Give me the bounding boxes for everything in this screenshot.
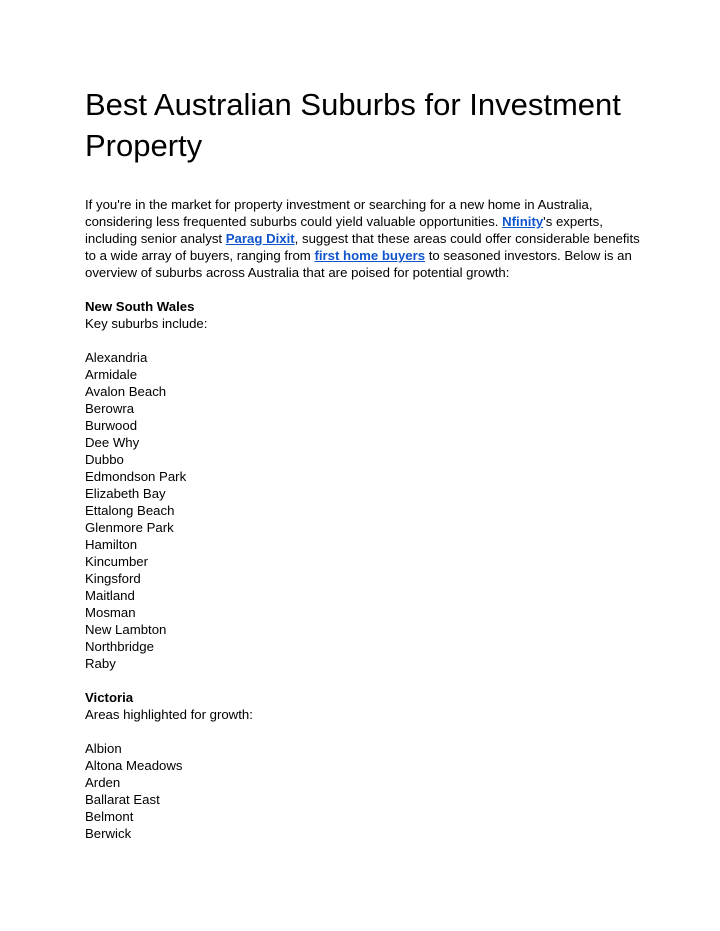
list-item: Kincumber [85, 554, 149, 569]
list-item: Berwick [85, 826, 132, 841]
intro-text-2: 's experts, including senior analyst [85, 214, 603, 246]
section-heading: New South Wales [85, 299, 195, 314]
list-item: Elizabeth Bay [85, 486, 166, 501]
list-item: Ballarat East [85, 792, 160, 807]
intro-text-4: to seasoned investors. Below is an overview of suburbs across Australia that are poised for potential growth: [85, 248, 632, 280]
list-item: Altona Meadows [85, 758, 183, 773]
list-item: Hamilton [85, 537, 138, 552]
list-item: Alexandria [85, 350, 148, 365]
list-item: Raby [85, 656, 116, 671]
list-item: Dubbo [85, 452, 124, 467]
list-item: Dee Why [85, 435, 140, 450]
intro-paragraph [85, 196, 645, 281]
list-item: Arden [85, 775, 121, 790]
section-subheading: Key suburbs include: [85, 316, 208, 331]
section-new-south-wales [85, 298, 645, 672]
document-page [85, 84, 645, 859]
list-item: Northbridge [85, 639, 154, 654]
nfinity-link[interactable]: Nfinity [502, 214, 544, 229]
first-home-buyers-link[interactable]: first home buyers [314, 248, 426, 263]
list-item: Kingsford [85, 571, 141, 586]
section-victoria [85, 689, 645, 842]
list-item: Berowra [85, 401, 135, 416]
list-item: Maitland [85, 588, 135, 603]
list-item: Edmondson Park [85, 469, 187, 484]
list-item: Burwood [85, 418, 138, 433]
list-item: Avalon Beach [85, 384, 167, 399]
list-item: New Lambton [85, 622, 167, 637]
list-item: Ettalong Beach [85, 503, 175, 518]
suburb-list [85, 349, 645, 672]
list-item: Armidale [85, 367, 138, 382]
list-item: Mosman [85, 605, 136, 620]
page-title: Best Australian Suburbs for Investment Property [85, 87, 621, 163]
intro-text-3: , suggest that these areas could offer considerable benefits to a wide array of buyers, ranging from [85, 231, 640, 263]
list-item: Glenmore Park [85, 520, 174, 535]
section-subheading: Areas highlighted for growth: [85, 707, 253, 722]
section-heading: Victoria [85, 690, 134, 705]
list-item: Belmont [85, 809, 134, 824]
list-item: Albion [85, 741, 122, 756]
suburb-list [85, 740, 645, 842]
intro-text-1: If you're in the market for property investment or searching for a new home in Australia, considering less frequented suburbs could yield valuable opportunities. [85, 197, 593, 229]
parag-dixit-link[interactable]: Parag Dixit [225, 231, 295, 246]
